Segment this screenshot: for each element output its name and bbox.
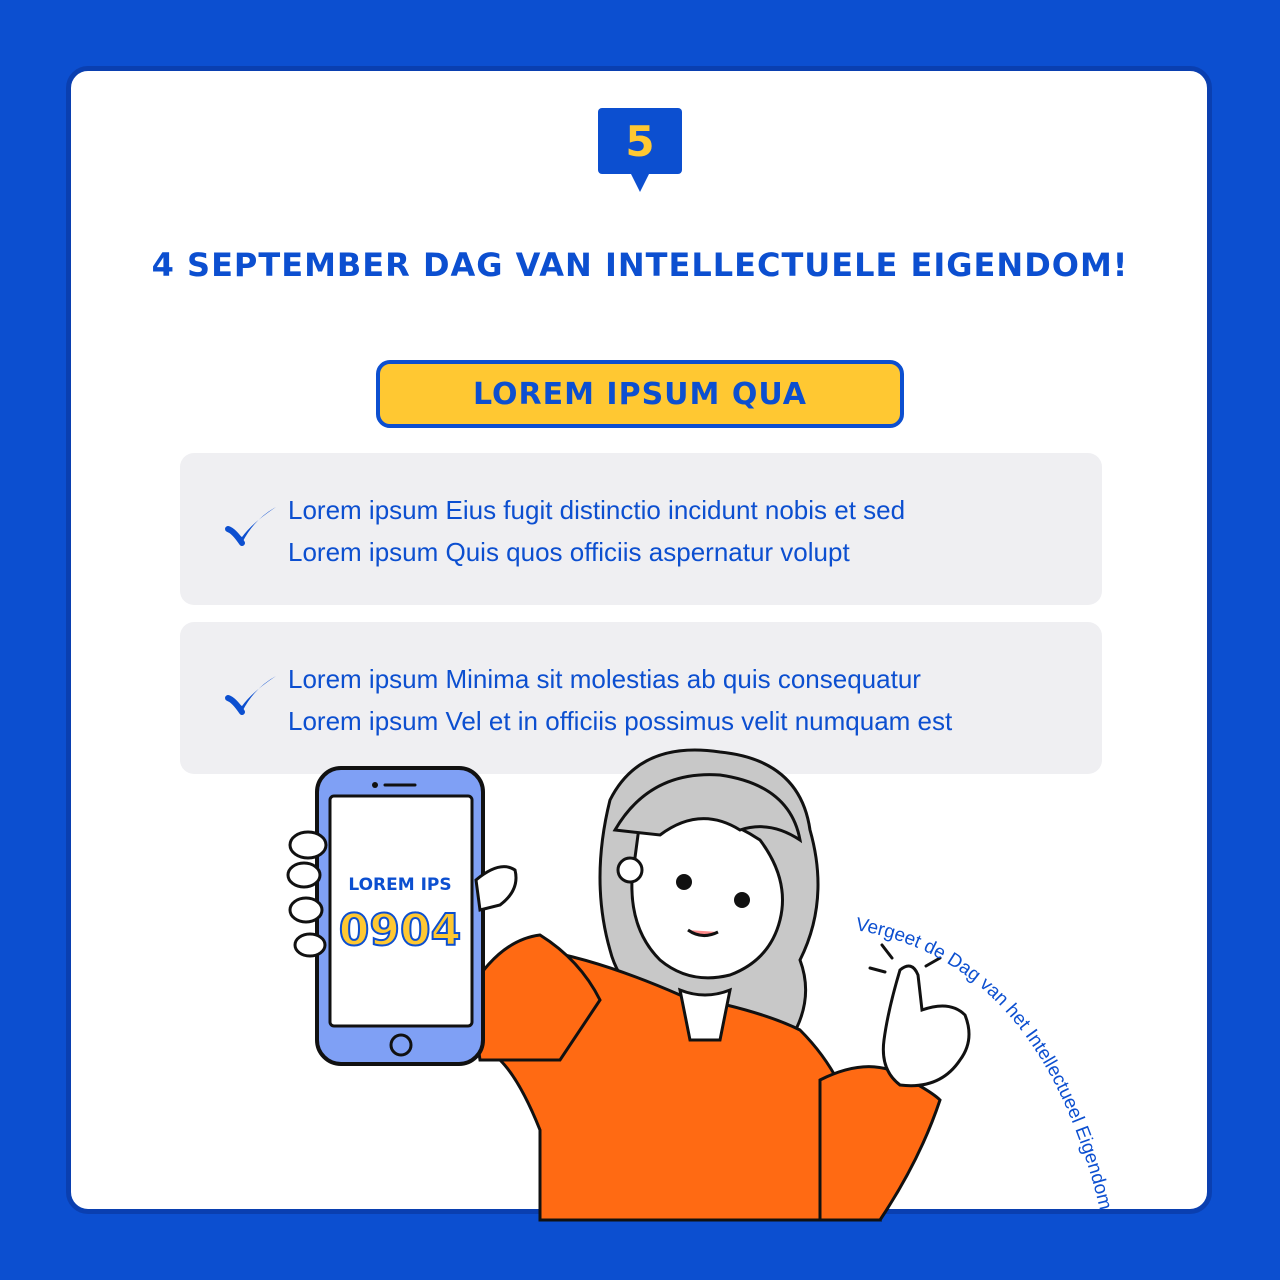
subtitle-pill: LOREM IPSUM QUA	[376, 360, 904, 428]
item-line: Lorem ipsum Quis quos officiis aspernatur volupt	[288, 537, 850, 567]
curved-caption: Vergeet de Dag van het Intellectueel Eigendom	[854, 914, 1116, 1212]
step-number: 5	[625, 116, 655, 166]
item-line: Lorem ipsum Vel et in officiis possimus velit numquam est	[288, 706, 953, 736]
thumbs-up-hand	[883, 966, 969, 1086]
phone-label: LOREM IPS	[348, 875, 452, 895]
phone-number: 0904	[338, 905, 462, 956]
page-title: 4 SEPTEMBER DAG VAN INTELLECTUELE EIGENDOM!	[151, 246, 1129, 284]
item-line: Lorem ipsum Minima sit molestias ab quis consequatur	[288, 664, 921, 694]
sleeve	[820, 1067, 940, 1220]
item-line: Lorem ipsum Eius fugit distinctio incidunt nobis et sed	[288, 495, 906, 525]
